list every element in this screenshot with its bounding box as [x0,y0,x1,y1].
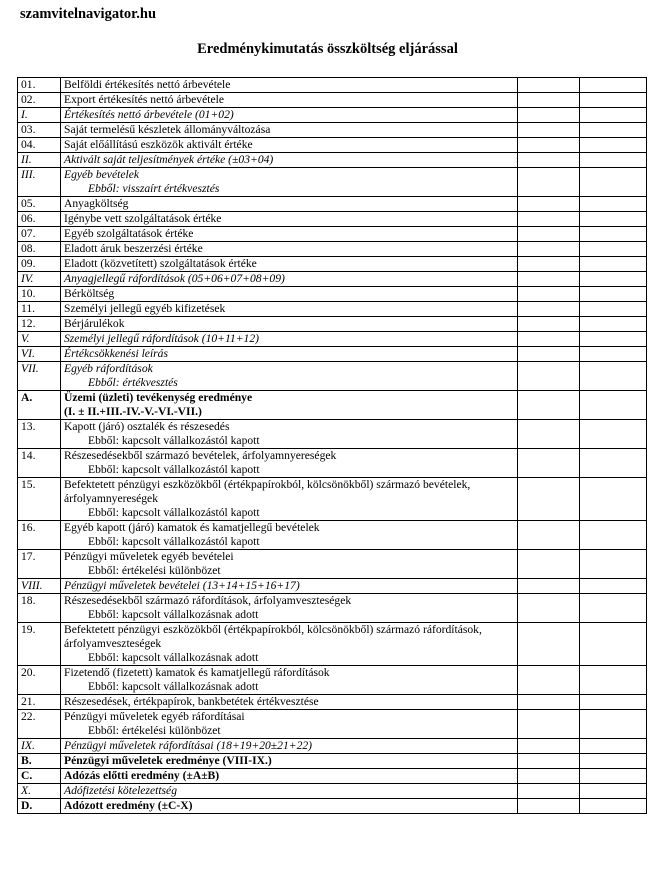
table-row [18,799,647,814]
row-label: Személyi jellegű egyéb kifizetések [64,302,226,315]
row-code: I. [18,108,61,123]
row-description [61,623,518,666]
value-cell [518,317,580,332]
value-cell [518,362,580,391]
row-description [61,257,518,272]
income-statement-table [17,77,647,814]
row-label: Anyagjellegű ráfordítások (05+06+07+08+09) [64,272,285,285]
row-description [61,695,518,710]
value-cell [580,257,647,272]
table-row [18,302,647,317]
value-cell [518,123,580,138]
row-label: Értékcsökkenési leírás [64,347,168,360]
value-cell [518,710,580,739]
value-cell [580,138,647,153]
row-description [61,347,518,362]
value-cell [580,347,647,362]
row-description [61,242,518,257]
row-label: Adózás előtti eredmény (±A±B) [64,769,220,782]
value-cell [518,391,580,420]
table-row [18,739,647,754]
row-description [61,302,518,317]
value-cell [518,108,580,123]
row-label: Fizetendő (fizetett) kamatok és kamatjellegű ráfordítások [64,666,330,679]
value-cell [518,78,580,93]
row-description [61,799,518,814]
row-description [61,93,518,108]
value-cell [580,784,647,799]
row-label: Adózott eredmény (±C-X) [64,799,193,812]
value-cell [580,739,647,754]
row-description [61,710,518,739]
row-description [61,391,518,420]
table-row [18,78,647,93]
value-cell [518,138,580,153]
row-description [61,449,518,478]
value-cell [518,695,580,710]
value-cell [580,302,647,317]
value-cell [518,197,580,212]
site-name: szamvitelnavigator.hu [20,6,157,22]
row-description [61,550,518,579]
row-label: Saját termelésű készletek állományváltozása [64,123,271,136]
value-cell [518,579,580,594]
value-cell [518,420,580,449]
table-row [18,272,647,287]
row-code: VII. [18,362,61,391]
row-sublabel: Ebből: kapcsolt vállalkozástól kapott [88,434,260,447]
row-description [61,784,518,799]
row-label: Értékesítés nettó árbevétele (01+02) [64,108,234,121]
row-description [61,478,518,521]
row-label: Belföldi értékesítés nettó árbevétele [64,78,231,91]
row-sublabel: Ebből: kapcsolt vállalkozásnak adott [88,608,259,621]
row-label: Egyéb kapott (járó) kamatok és kamatjellegű bevételek [64,521,320,534]
row-code: IX. [18,739,61,754]
value-cell [518,550,580,579]
value-cell [580,212,647,227]
table-row [18,478,647,521]
value-cell [518,272,580,287]
value-cell [580,123,647,138]
value-cell [518,478,580,521]
value-cell [580,769,647,784]
row-description [61,594,518,623]
value-cell [580,391,647,420]
row-label: Bérköltség [64,287,115,300]
value-cell [518,594,580,623]
row-code: 21. [18,695,61,710]
value-cell [518,257,580,272]
row-description [61,332,518,347]
row-code: 04. [18,138,61,153]
value-cell [518,332,580,347]
row-sublabel: Ebből: kapcsolt vállalkozásnak adott [88,651,259,664]
row-description [61,317,518,332]
value-cell [580,478,647,521]
row-code: 13. [18,420,61,449]
row-label: Egyéb szolgáltatások értéke [64,227,194,240]
row-code: 08. [18,242,61,257]
row-code: 17. [18,550,61,579]
row-description [61,739,518,754]
row-description [61,769,518,784]
value-cell [580,521,647,550]
value-cell [580,317,647,332]
row-label: Részesedésekből származó ráfordítások, árfolyamveszteségek [64,594,352,607]
value-cell [518,799,580,814]
row-code: 20. [18,666,61,695]
row-label: Üzemi (üzleti) tevékenység eredménye [64,391,253,404]
row-code: 05. [18,197,61,212]
value-cell [580,197,647,212]
value-cell [518,754,580,769]
row-label: Adófizetési kötelezettség [64,784,178,797]
row-code: X. [18,784,61,799]
row-sublabel: Ebből: kapcsolt vállalkozástól kapott [88,463,260,476]
table-row [18,594,647,623]
row-description [61,579,518,594]
row-code: 16. [18,521,61,550]
row-code: A. [18,391,61,420]
value-cell [580,754,647,769]
row-description [61,123,518,138]
row-label: Befektetett pénzügyi eszközökből (értékpapírokból, kölcsönökből) származó ráfordítások, árfolyamveszteségek [64,623,482,650]
row-description [61,287,518,302]
table-row [18,197,647,212]
row-description [61,108,518,123]
row-description [61,521,518,550]
row-label: Saját előállítású eszközök aktivált értéke [64,138,253,151]
table-row [18,550,647,579]
income-statement-body [18,78,647,814]
row-label: Bérjárulékok [64,317,125,330]
value-cell [518,347,580,362]
row-description [61,420,518,449]
value-cell [580,550,647,579]
value-cell [580,287,647,302]
row-label: Részesedések, értékpapírok, bankbetétek értékvesztése [64,695,319,708]
row-code: 19. [18,623,61,666]
table-row [18,93,647,108]
table-row [18,391,647,420]
row-code: 01. [18,78,61,93]
value-cell [580,579,647,594]
value-cell [580,108,647,123]
row-label: Pénzügyi műveletek egyéb bevételei [64,550,234,563]
table-row [18,227,647,242]
row-description [61,754,518,769]
table-row [18,623,647,666]
table-row [18,695,647,710]
table-row [18,784,647,799]
row-code: C. [18,769,61,784]
value-cell [580,227,647,242]
row-code: 14. [18,449,61,478]
value-cell [518,623,580,666]
value-cell [580,168,647,197]
table-row [18,257,647,272]
row-code: 22. [18,710,61,739]
value-cell [580,594,647,623]
table-row [18,420,647,449]
value-cell [580,449,647,478]
table-row [18,769,647,784]
table-row [18,242,647,257]
value-cell [580,272,647,287]
row-label: Részesedésekből származó bevételek, árfolyamnyereségek [64,449,337,462]
row-code: 06. [18,212,61,227]
table-row [18,347,647,362]
value-cell [580,710,647,739]
row-label: Pénzügyi műveletek eredménye (VIII-IX.) [64,754,272,767]
row-code: II. [18,153,61,168]
table-row [18,332,647,347]
value-cell [518,769,580,784]
row-description [61,272,518,287]
row-code: V. [18,332,61,347]
value-cell [580,332,647,347]
value-cell [580,242,647,257]
table-row [18,521,647,550]
row-label: Kapott (járó) osztalék és részesedés [64,420,230,433]
row-code: III. [18,168,61,197]
value-cell [580,153,647,168]
row-code: 11. [18,302,61,317]
page-title: Eredménykimutatás összköltség eljárással [197,41,458,57]
table-row [18,123,647,138]
table-row [18,287,647,302]
row-code: 03. [18,123,61,138]
table-row [18,449,647,478]
row-sublabel: (I. ± II.+III.-IV.-V.-VI.-VII.) [64,405,202,418]
value-cell [580,623,647,666]
row-label: Eladott áruk beszerzési értéke [64,242,203,255]
row-label: Anyagköltség [64,197,129,210]
row-description [61,212,518,227]
row-code: IV. [18,272,61,287]
table-row [18,362,647,391]
value-cell [518,302,580,317]
value-cell [580,362,647,391]
row-code: 02. [18,93,61,108]
table-row [18,666,647,695]
table-row [18,138,647,153]
row-description [61,138,518,153]
table-row [18,168,647,197]
value-cell [580,93,647,108]
table-row [18,212,647,227]
row-code: 18. [18,594,61,623]
row-sublabel: Ebből: visszaírt értékvesztés [88,182,220,195]
row-sublabel: Ebből: értékelési különbözet [88,564,221,577]
row-label: Export értékesítés nettó árbevétele [64,93,224,106]
row-description [61,227,518,242]
table-row [18,754,647,769]
value-cell [518,93,580,108]
row-code: VIII. [18,579,61,594]
row-code: B. [18,754,61,769]
table-row [18,317,647,332]
row-sublabel: Ebből: értékelési különbözet [88,724,221,737]
row-sublabel: Ebből: kapcsolt vállalkozástól kapott [88,506,260,519]
row-code: VI. [18,347,61,362]
row-description [61,666,518,695]
row-label: Pénzügyi műveletek ráfordításai (18+19+20±21+22) [64,739,313,752]
row-sublabel: Ebből: értékvesztés [88,376,178,389]
row-description [61,78,518,93]
row-code: 07. [18,227,61,242]
table-row [18,153,647,168]
row-description [61,153,518,168]
value-cell [518,449,580,478]
value-cell [518,153,580,168]
value-cell [580,666,647,695]
table-row [18,579,647,594]
row-label: Aktivált saját teljesítmények értéke (±03+04) [64,153,274,166]
row-label: Pénzügyi műveletek bevételei (13+14+15+16+17) [64,579,300,592]
value-cell [580,78,647,93]
row-code: D. [18,799,61,814]
row-label: Befektetett pénzügyi eszközökből (értékpapírokból, kölcsönökből) származó bevételek, árfolyamnyereségek [64,478,471,505]
value-cell [580,420,647,449]
row-label: Egyéb ráfordítások [64,362,153,375]
table-row [18,710,647,739]
row-label: Pénzügyi műveletek egyéb ráfordításai [64,710,245,723]
row-description [61,197,518,212]
value-cell [580,695,647,710]
value-cell [518,242,580,257]
row-label: Egyéb bevételek [64,168,139,181]
row-label: Eladott (közvetített) szolgáltatások értéke [64,257,257,270]
row-code: 12. [18,317,61,332]
value-cell [518,784,580,799]
row-code: 15. [18,478,61,521]
row-description [61,168,518,197]
row-code: 09. [18,257,61,272]
value-cell [518,227,580,242]
row-description [61,362,518,391]
value-cell [518,739,580,754]
value-cell [518,666,580,695]
row-label: Személyi jellegű ráfordítások (10+11+12) [64,332,259,345]
value-cell [518,287,580,302]
row-label: Igénybe vett szolgáltatások értéke [64,212,222,225]
value-cell [518,212,580,227]
value-cell [518,168,580,197]
value-cell [580,799,647,814]
table-row [18,108,647,123]
row-sublabel: Ebből: kapcsolt vállalkozástól kapott [88,535,260,548]
row-code: 10. [18,287,61,302]
value-cell [518,521,580,550]
row-sublabel: Ebből: kapcsolt vállalkozásnak adott [88,680,259,693]
